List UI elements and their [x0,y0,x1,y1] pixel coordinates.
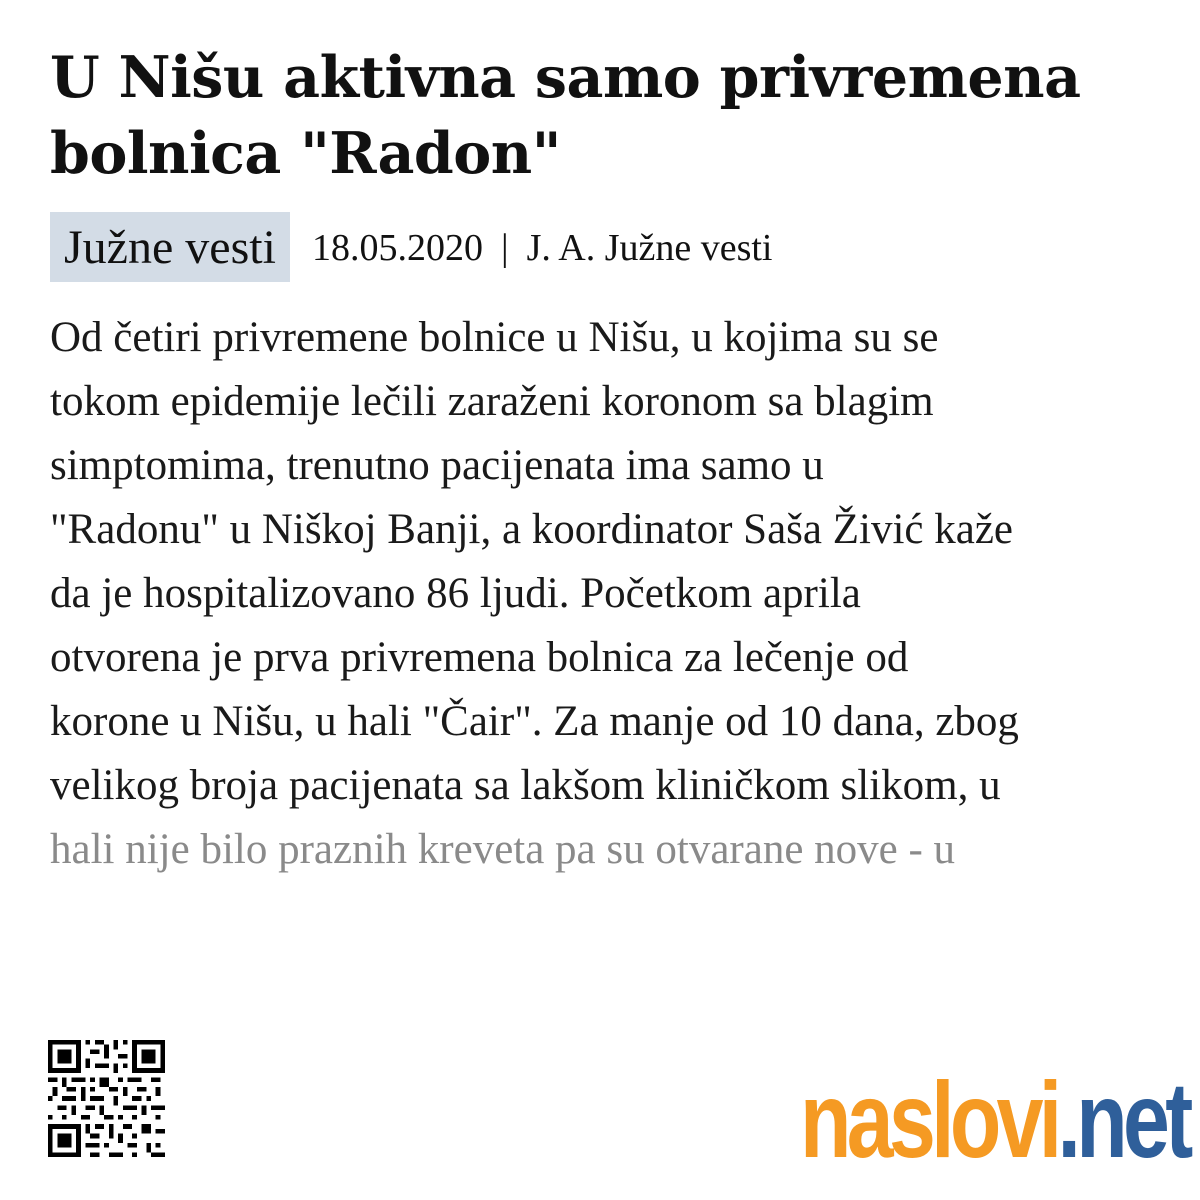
article-meta [50,212,773,282]
body-line: "Radonu" u Niškoj Banji, a koordinator Saša Živić kaže [50,506,1013,553]
naslovi-logo[interactable] [800,1059,1189,1180]
logo-brand: naslovi [800,1059,1058,1180]
qr-code-icon[interactable] [48,1040,165,1157]
meta-separator: | [500,227,509,269]
body-line: velikog broja pacijenata sa lakšom kliničkom slikom, u [50,762,1001,809]
body-line: simptomima, trenutno pacijenata ima samo u [50,442,824,489]
body-line: otvorena je prva privremena bolnica za lečenje od [50,634,909,681]
article-byline [312,226,773,270]
body-line: tokom epidemije lečili zaraženi koronom sa blagim [50,378,934,425]
article-title: U Nišu aktivna samo privremena bolnica "Radon" [50,44,1081,187]
body-line-faded: hali nije bilo praznih kreveta pa su otvarane nove - u [50,826,956,873]
article-author: J. A. Južne vesti [526,227,773,269]
body-line: korone u Nišu, u hali "Čair". Za manje od 10 dana, zbog [50,698,1019,745]
article-date: 18.05.2020 [311,227,483,269]
article-body [50,306,1160,882]
logo-tld: .net [1057,1059,1189,1180]
source-badge[interactable]: Južne vesti [50,212,290,282]
body-line: da je hospitalizovano 86 ljudi. Početkom aprila [50,570,861,617]
body-line: Od četiri privremene bolnice u Nišu, u kojima su se [50,314,939,361]
